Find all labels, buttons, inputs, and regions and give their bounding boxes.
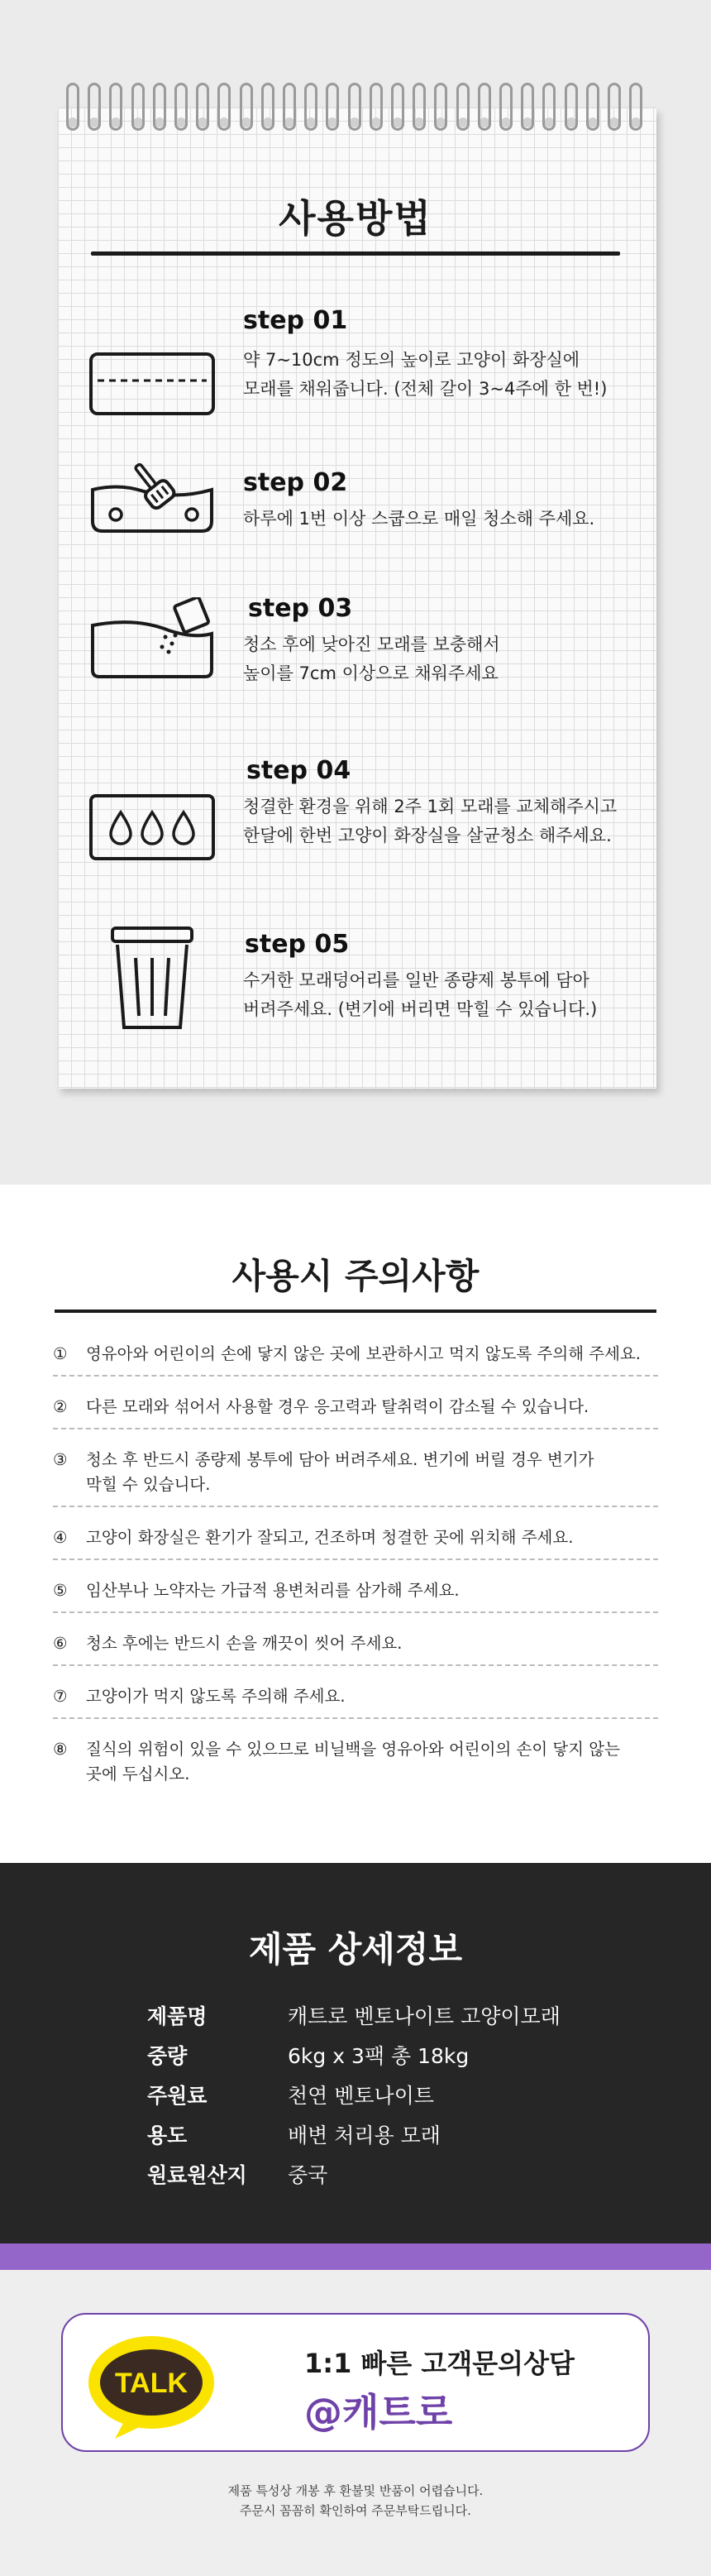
step-description: 약 7~10cm 정도의 높이로 고양이 화장실에 모래를 채워줍니다. (전체 갈이 3~4주에 한 번!) bbox=[243, 350, 608, 399]
info-key: 원료원산지 bbox=[147, 2163, 247, 2187]
spiral-ring bbox=[542, 83, 556, 131]
spiral-ring bbox=[283, 83, 296, 131]
spiral-ring bbox=[240, 83, 253, 131]
spiral-ring bbox=[109, 83, 122, 131]
spiral-ring bbox=[434, 83, 447, 131]
step-description: 수거한 모래덩어리를 일반 종량제 봉투에 담아 버려주세요. (변기에 버리면 막힐 수 있습니다.) bbox=[243, 970, 598, 1019]
info-value: 배변 처리용 모래 bbox=[288, 2124, 441, 2147]
litter-box-icon bbox=[86, 342, 218, 425]
spiral-ring bbox=[196, 83, 209, 131]
spiral-ring bbox=[586, 83, 599, 131]
spiral-ring bbox=[456, 83, 470, 131]
spiral-ring bbox=[478, 83, 491, 131]
divider bbox=[53, 1428, 658, 1429]
step-label: step 02 bbox=[243, 468, 348, 497]
purple-divider-band bbox=[0, 2243, 711, 2270]
kakao-talk-icon[interactable] bbox=[85, 2334, 217, 2442]
caution-item: ② 다른 모래와 섞어서 사용할 경우 응고력과 탈취력이 감소될 수 있습니다. bbox=[53, 1397, 589, 1416]
divider bbox=[53, 1375, 658, 1377]
info-value: 캐트로 벤토나이트 고양이모래 bbox=[288, 2004, 561, 2028]
info-value: 천연 벤토나이트 bbox=[288, 2084, 434, 2108]
caution-title-underline bbox=[55, 1310, 656, 1313]
step-label: step 01 bbox=[243, 306, 348, 335]
spiral-ring bbox=[326, 83, 339, 131]
divider bbox=[53, 1559, 658, 1560]
info-key: 용도 bbox=[147, 2124, 188, 2147]
spiral-ring bbox=[174, 83, 188, 131]
divider bbox=[53, 1717, 658, 1719]
spiral-ring bbox=[499, 83, 513, 131]
info-key: 제품명 bbox=[147, 2004, 208, 2028]
caution-item: ⑤ 임산부나 노약자는 가급적 용변처리를 삼가해 주세요. bbox=[53, 1581, 460, 1600]
spiral-ring bbox=[413, 83, 426, 131]
caution-item: ⑧ 질식의 위험이 있을 수 있으므로 비닐백을 영유아와 어린이의 손이 닿지 않는 곳에 두십시오. bbox=[53, 1740, 620, 1784]
usage-title: 사용방법 bbox=[279, 196, 432, 241]
spiral-ring bbox=[565, 83, 578, 131]
step-label: step 04 bbox=[246, 756, 351, 785]
notebook-spiral-rings bbox=[63, 83, 655, 141]
trash-can-icon bbox=[86, 922, 218, 1037]
kakao-channel-id[interactable]: @캐트로 bbox=[304, 2390, 453, 2435]
spiral-ring bbox=[217, 83, 231, 131]
spiral-ring bbox=[521, 83, 534, 131]
refill-bag-icon bbox=[86, 597, 218, 680]
divider bbox=[53, 1506, 658, 1507]
caution-item: ① 영유아와 어린이의 손에 닿지 않은 곳에 보관하시고 먹지 않도록 주의해 주세요. bbox=[53, 1344, 641, 1363]
spiral-ring bbox=[66, 83, 79, 131]
step-label: step 03 bbox=[248, 594, 353, 623]
contact-section bbox=[0, 2270, 711, 2576]
caution-title: 사용시 주의사항 bbox=[231, 1256, 480, 1296]
spiral-ring bbox=[304, 83, 317, 131]
usage-section bbox=[0, 0, 711, 1185]
spiral-ring bbox=[608, 83, 621, 131]
product-info-title: 제품 상세정보 bbox=[248, 1929, 463, 1970]
caution-item: ⑦ 고양이가 먹지 않도록 주의해 주세요. bbox=[53, 1687, 346, 1706]
spiral-ring bbox=[131, 83, 145, 131]
info-key: 주원료 bbox=[147, 2084, 208, 2108]
step-description: 청결한 환경을 위해 2주 1회 모래를 교체해주시고 한달에 한번 고양이 화장실을 살균청소 해주세요. bbox=[243, 797, 618, 845]
info-value: 6kg x 3팩 총 18kg bbox=[288, 2044, 470, 2068]
contact-heading: 1:1 빠른 고객문의상담 bbox=[304, 2348, 575, 2379]
spiral-ring bbox=[348, 83, 361, 131]
step-label: step 05 bbox=[245, 930, 350, 959]
info-value: 중국 bbox=[288, 2163, 328, 2187]
scoop-icon bbox=[86, 455, 218, 538]
caution-section bbox=[0, 1185, 711, 1863]
talk-badge-label: TALK bbox=[114, 2368, 188, 2399]
info-key: 중량 bbox=[147, 2044, 188, 2068]
spiral-ring bbox=[629, 83, 642, 131]
spiral-ring bbox=[153, 83, 166, 131]
step-description: 청소 후에 낮아진 모래를 보충해서 높이를 7cm 이상으로 채워주세요 bbox=[243, 634, 500, 683]
product-info-section bbox=[0, 1863, 711, 2243]
caution-item: ④ 고양이 화장실은 환기가 잘되고, 건조하며 청결한 곳에 위치해 주세요. bbox=[53, 1528, 574, 1547]
caution-item: ⑥ 청소 후에는 반드시 손을 깨끗이 씻어 주세요. bbox=[53, 1634, 403, 1653]
caution-item: ③ 청소 후 반드시 종량제 봉투에 담아 버려주세요. 변기에 버릴 경우 변기가 막힐 수 있습니다. bbox=[53, 1450, 594, 1494]
refund-notice: 제품 특성상 개봉 후 환불및 반품이 어렵습니다. bbox=[227, 2483, 484, 2498]
spiral-ring bbox=[88, 83, 101, 131]
divider bbox=[53, 1664, 658, 1666]
step-description: 하루에 1번 이상 스쿱으로 매일 청소해 주세요. bbox=[243, 509, 595, 529]
usage-title-underline bbox=[91, 251, 620, 256]
water-drops-icon bbox=[86, 786, 218, 869]
spiral-ring bbox=[391, 83, 404, 131]
spiral-ring bbox=[261, 83, 274, 131]
order-notice: 주문시 꼼꼼히 확인하여 주문부탁드립니다. bbox=[240, 2503, 471, 2518]
spiral-ring bbox=[370, 83, 383, 131]
divider bbox=[53, 1611, 658, 1613]
